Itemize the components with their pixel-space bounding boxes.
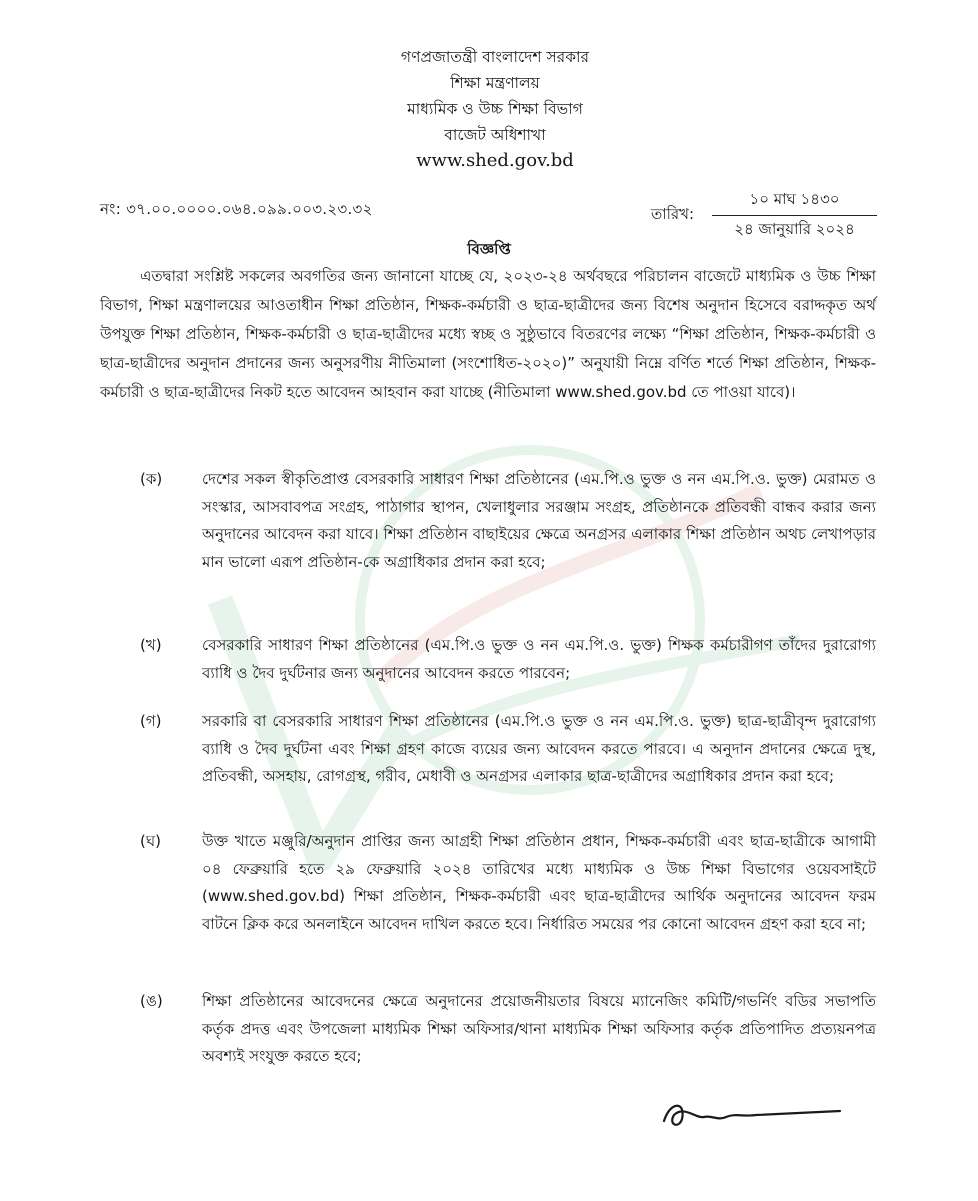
government-header <box>250 44 740 174</box>
intro-paragraph: এতদ্বারা সংশ্লিষ্ট সকলের অবগতির জন্য জানানো যাচ্ছে যে, ২০২৩-২৪ অর্থবছরে পরিচালন বাজেটে মাধ্যমিক ও উচ্চ শিক্ষা বিভাগ, শিক্ষা মন্ত্রণালয়ের আওতাধীন শিক্ষা প্রতিষ্ঠান, শিক্ষক-কর্মচারী ও ছাত্র-ছাত্রীদের জন্য বিশেষ অনুদান হিসেবে বরাদ্দকৃত অর্থ উপযুক্ত শিক্ষা প্রতিষ্ঠান, শিক্ষক-কর্মচারী ও ছাত্র-ছাত্রীদের মধ্যে স্বচ্ছ ও সুষ্ঠুভাবে বিতরণের লক্ষ্যে “শিক্ষা প্রতিষ্ঠান, শিক্ষক-কর্মচারী ও ছাত্র-ছাত্রীদের অনুদান প্রদানের জন্য অনুসরণীয় নীতিমালা (সংশোধিত-২০২০)” অনুযায়ী নিম্নে বর্ণিত শর্তে শিক্ষা প্রতিষ্ঠান, শিক্ষক-কর্মচারী ও ছাত্র-ছাত্রীদের নিকট হতে আবেদন আহবান করা যাচ্ছে (নীতিমালা www.shed.gov.bd তে পাওয়া যাবে)। <box>100 267 876 401</box>
list-item-label: (গ) <box>140 712 162 730</box>
list-item-label: (ঘ) <box>140 832 161 850</box>
header-government: গণপ্রজাতন্ত্রী বাংলাদেশ সরকার <box>400 48 590 66</box>
header-website-link[interactable]: www.shed.gov.bd <box>416 150 574 171</box>
list-item-gha <box>140 828 876 938</box>
list-item-text: দেশের সকল স্বীকৃতিপ্রাপ্ত বেসরকারি সাধারণ শিক্ষা প্রতিষ্ঠানের (এম.পি.ও ভুক্ত ও নন এম.পি.ও. ভুক্ত) মেরামত ও সংস্কার, আসবাবপত্র সংগ্রহ, পাঠাগার স্থাপন, খেলাধুলার সরঞ্জাম সংগ্রহ, প্রতিষ্ঠানকে প্রতিবন্ধী বান্ধব করার জন্য অনুদানের আবেদন করা যাবে। শিক্ষা প্রতিষ্ঠান বাছাইয়ের ক্ষেত্রে অনগ্রসর এলাকার শিক্ষা প্রতিষ্ঠান অথচ লেখাপড়ার মান ভালো এরূপ প্রতিষ্ঠান-কে অগ্রাধিকার প্রদান করা হবে; <box>202 470 876 571</box>
date-gregorian: ২৪ জানুয়ারি ২০২৪ <box>734 220 855 238</box>
list-item-text: উক্ত খাতে মঞ্জুরি/অনুদান প্রাপ্তির জন্য আগ্রহী শিক্ষা প্রতিষ্ঠান প্রধান, শিক্ষক-কর্মচারী এবং ছাত্র-ছাত্রীকে আগামী ০৪ ফেব্রুয়ারি হতে ২৯ ফেব্রুয়ারি ২০২৪ তারিখের মধ্যে মাধ্যমিক ও উচ্চ শিক্ষা বিভাগের ওয়েবসাইটে (www.shed.gov.bd) শিক্ষা প্রতিষ্ঠান, শিক্ষক-কর্মচারী এবং ছাত্র-ছাত্রীদের আর্থিক অনুদানের আবেদন ফরম বাটনে ক্লিক করে অনলাইনে আবেদন দাখিল করতে হবে। নির্ধারিত সময়ের পর কোনো আবেদন গ্রহণ করা হবে না; <box>202 832 876 933</box>
list-item-text: শিক্ষা প্রতিষ্ঠানের আবেদনের ক্ষেত্রে অনুদানের প্রয়োজনীয়তার বিষয়ে ম্যানেজিং কমিটি/গভর্নিং বডির সভাপতি কর্তৃক প্রদত্ত এবং উপজেলা মাধ্যমিক শিক্ষা অফিসার/থানা মাধ্যমিক শিক্ষা অফিসার কর্তৃক প্রতিপাদিত প্রত্যয়নপত্র অবশ্যই সংযুক্ত করতে হবে; <box>202 992 876 1065</box>
date-block <box>712 188 877 243</box>
list-item-ga <box>140 708 876 791</box>
list-item-text: সরকারি বা বেসরকারি সাধারণ শিক্ষা প্রতিষ্ঠানের (এম.পি.ও ভুক্ত ও নন এম.পি.ও. ভুক্ত) ছাত্র-ছাত্রীবৃন্দ দুরারোগ্য ব্যাধি ও দৈব দুর্ঘটনা এবং শিক্ষা গ্রহণ কাজে ব্যয়ের জন্য আবেদন করতে পারবে। এ অনুদান প্রদানের ক্ষেত্রে দুস্থ, প্রতিবন্ধী, অসহায়, রোগগ্রস্থ, গরীব, মেধাবী ও অনগ্রসর এলাকার ছাত্র-ছাত্রীদের অগ্রাধিকার প্রদান করা হবে; <box>202 712 876 785</box>
list-item-text: বেসরকারি সাধারণ শিক্ষা প্রতিষ্ঠানের (এম.পি.ও ভুক্ত ও নন এম.পি.ও. ভুক্ত) শিক্ষক কর্মচারীগণ তাঁদের দুরারোগ্য ব্যাধি ও দৈব দুর্ঘটনার জন্য অনুদানের আবেদন করতে পারবেন; <box>202 636 876 682</box>
header-branch: বাজেট অধিশাখা <box>444 126 546 144</box>
memo-number: নং: ৩৭.০০.০০০০.০৬৪.০৯৯.০০৩.২৩.৩২ <box>100 200 373 218</box>
list-item-label: (খ) <box>140 636 162 654</box>
list-item-uma <box>140 988 876 1071</box>
list-item-kha <box>140 632 876 687</box>
date-label: তারিখ: <box>651 205 695 223</box>
signature <box>660 1095 850 1135</box>
list-item-label: (ঙ) <box>140 992 163 1010</box>
header-ministry: শিক্ষা মন্ত্রণালয় <box>450 74 540 92</box>
notice-title: বিজ্ঞপ্তি <box>467 240 511 258</box>
list-item-label: (ক) <box>140 470 163 488</box>
header-division: মাধ্যমিক ও উচ্চ শিক্ষা বিভাগ <box>407 100 583 118</box>
list-item-ka <box>140 466 876 576</box>
date-bangla: ১০ মাঘ ১৪৩০ <box>712 188 877 216</box>
